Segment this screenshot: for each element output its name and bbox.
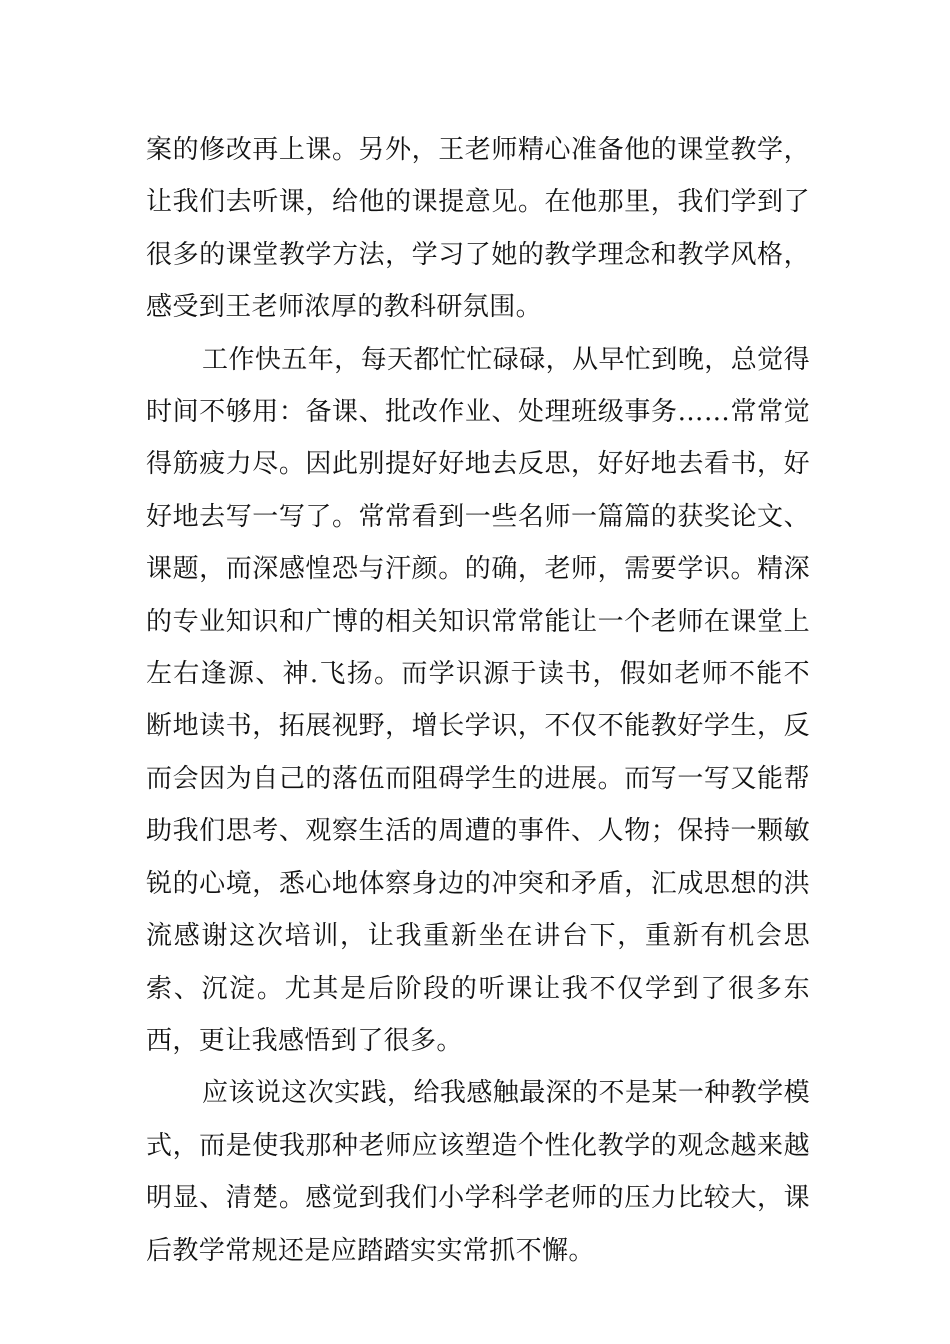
document-body: [146, 124, 810, 1277]
paragraph-2: 工作快五年，每天都忙忙碌碌，从早忙到晚，总觉得时间不够用：备课、批改作业、处理班级事务……常常觉得筋疲力尽。因此别提好好地去反思，好好地去看书，好好地去写一写了。常常看到一些名师一篇篇的获奖论文、课题，而深感惶恐与汗颜。的确，老师，需要学识。精深的专业知识和广博的相关知识常常能让一个老师在课堂上左右逢源、神.飞扬。而学识源于读书，假如老师不能不断地读书，拓展视野，增长学识，不仅不能教好学生，反而会因为自己的落伍而阻碍学生的进展。而写一写又能帮助我们思考、观察生活的周遭的事件、人物；保持一颗敏锐的心境，悉心地体察身边的冲突和矛盾，汇成思想的洪流感谢这次培训，让我重新坐在讲台下，重新有机会思索、沉淀。尤其是后阶段的听课让我不仅学到了很多东西，更让我感悟到了很多。: [146, 344, 810, 1056]
paragraph-3: 应该说这次实践，给我感触最深的不是某一种教学模式，而是使我那种老师应该塑造个性化教学的观念越来越明显、清楚。感觉到我们小学科学老师的压力比较大，课后教学常规还是应踏踏实实常抓不懈。: [146, 1078, 810, 1266]
paragraph-1: 案的修改再上课。另外，王老师精心准备他的课堂教学，让我们去听课，给他的课提意见。在他那里，我们学到了很多的课堂教学方法，学习了她的教学理念和教学风格，感受到王老师浓厚的教科研氛围。: [146, 135, 810, 323]
